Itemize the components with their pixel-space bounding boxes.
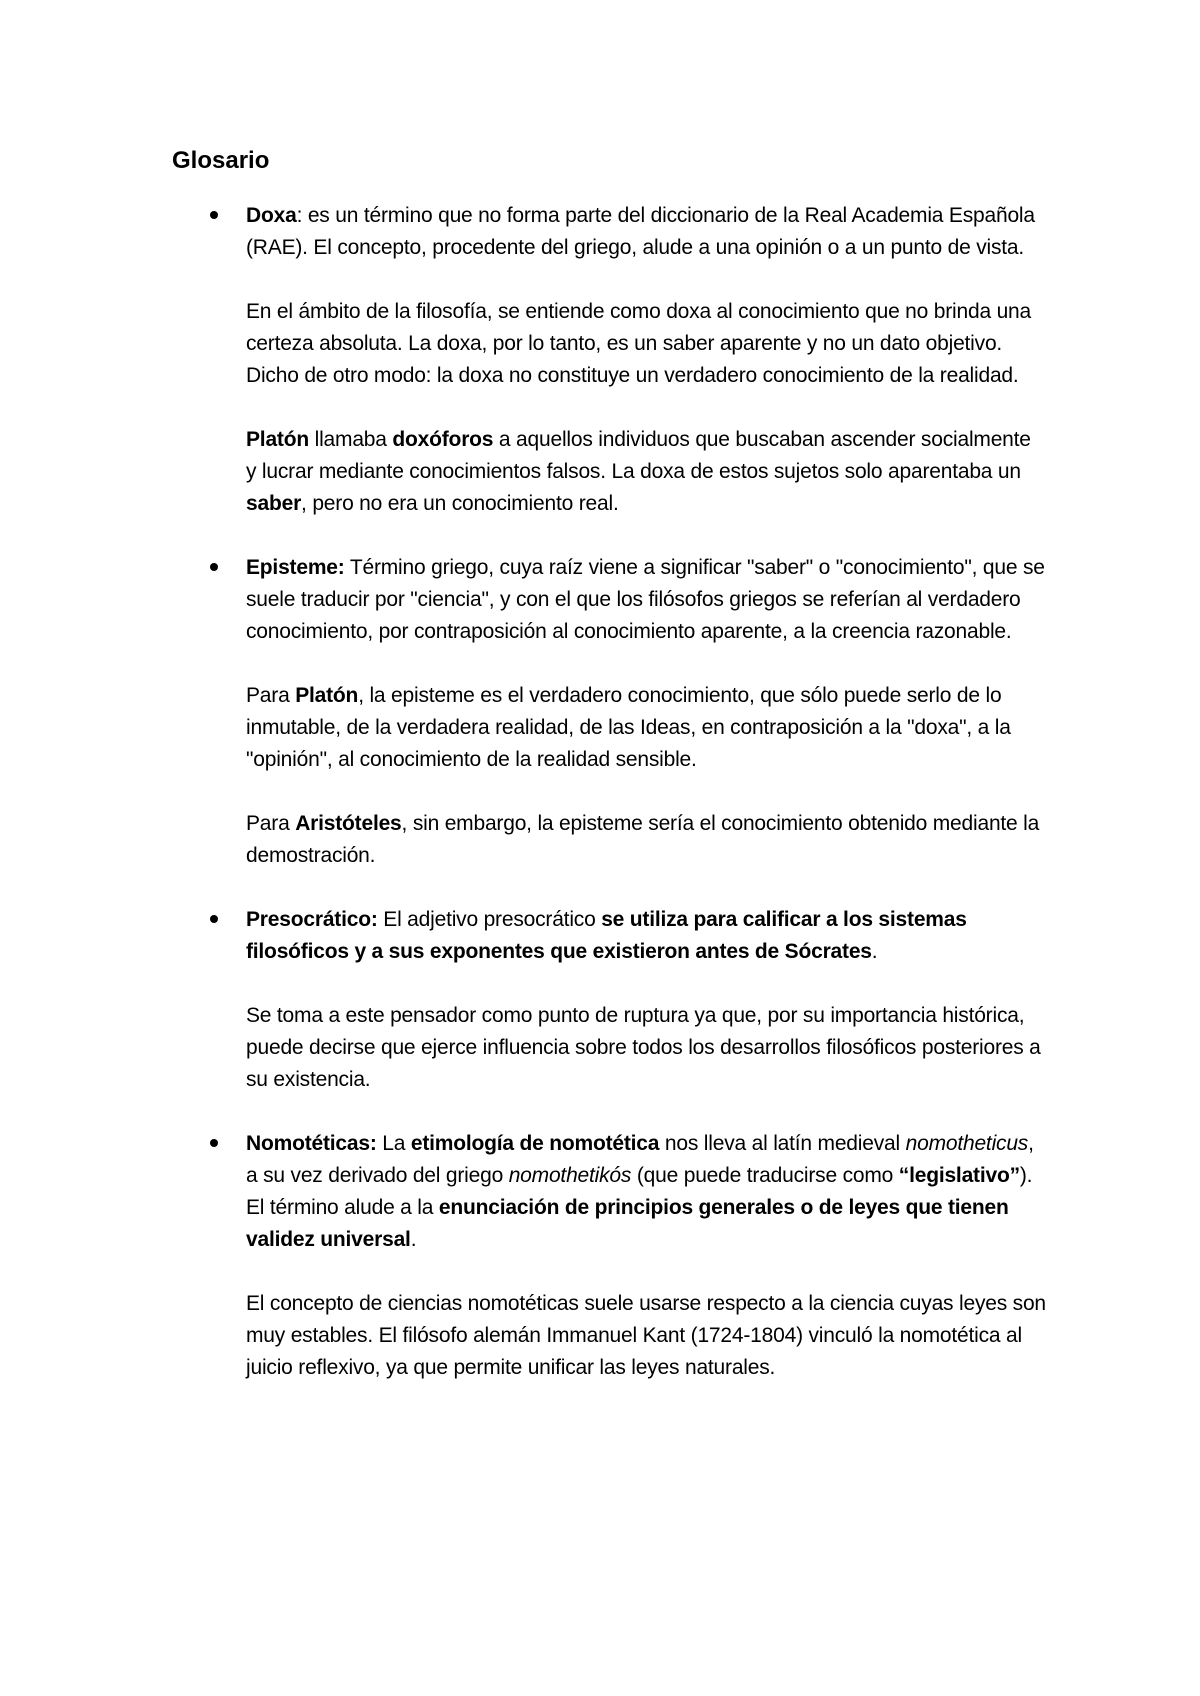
episteme-paragraph-2: Para Platón, la episteme es el verdadero conocimiento, que sólo puede serlo de lo inmutable, de la verdadera realidad, de las Ideas, en contraposición a la "doxa", a la "opinión", al conocimiento de la realidad sensible. bbox=[246, 684, 1011, 771]
nomoteticas-paragraph-2: El concepto de ciencias nomotéticas suele usarse respecto a la ciencia cuyas leyes son muy estables. El filósofo alemán Immanuel Kant (1724-1804) vinculó la nomotética al juicio reflexivo, ya que permite unificar las leyes naturales. bbox=[246, 1292, 1046, 1379]
bullet-icon bbox=[210, 1139, 218, 1147]
term-doxa: Doxa bbox=[246, 204, 297, 227]
bullet-icon bbox=[210, 563, 218, 571]
doxa-paragraph-3: Platón llamaba doxóforos a aquellos individuos que buscaban ascender socialmente y lucrar mediante conocimientos falsos. La doxa de estos sujetos solo aparentaba un saber, pero no era un conocimiento real. bbox=[246, 428, 1031, 515]
glossary-entry-nomoteticas bbox=[0, 1128, 1046, 1384]
doxa-paragraph-2: En el ámbito de la filosofía, se entiende como doxa al conocimiento que no brinda una certeza absoluta. La doxa, por lo tanto, es un saber aparente y no un dato objetivo. Dicho de otro modo: la doxa no constituye un verdadero conocimiento de la realidad. bbox=[246, 300, 1032, 387]
nomoteticas-definition: Nomotéticas: La etimología de nomotética nos lleva al latín medieval nomotheticus, a su vez derivado del griego nomothetikós (que puede traducirse como “legislativo”). El término alude a la enunciación de principios generales o de leyes que tienen validez universal. bbox=[246, 1132, 1034, 1251]
glossary-list bbox=[0, 200, 1200, 1416]
page-title: Glosario bbox=[172, 147, 270, 174]
glossary-entry-presocratico bbox=[0, 904, 1046, 1096]
glossary-entry-doxa bbox=[0, 200, 1046, 520]
bullet-icon bbox=[210, 915, 218, 923]
glossary-entry-episteme bbox=[0, 552, 1046, 872]
presocratico-definition: Presocrático: El adjetivo presocrático se utiliza para calificar a los sistemas filosóficos y a sus exponentes que existieron antes de Sócrates. bbox=[246, 908, 967, 963]
term-presocratico: Presocrático: bbox=[246, 908, 378, 931]
presocratico-paragraph-2: Se toma a este pensador como punto de ruptura ya que, por su importancia histórica, puede decirse que ejerce influencia sobre todos los desarrollos filosóficos posteriores a su existencia. bbox=[246, 1004, 1041, 1091]
episteme-paragraph-3: Para Aristóteles, sin embargo, la episteme sería el conocimiento obtenido mediante la demostración. bbox=[246, 812, 1040, 867]
term-nomoteticas: Nomotéticas: bbox=[246, 1132, 377, 1155]
bullet-icon bbox=[210, 211, 218, 219]
term-episteme: Episteme: bbox=[246, 556, 345, 579]
episteme-definition: Episteme: Término griego, cuya raíz viene a significar "saber" o "conocimiento", que se suele traducir por "ciencia", y con el que los filósofos griegos se referían al verdadero conocimiento, por contraposición al conocimiento aparente, a la creencia razonable. bbox=[246, 556, 1045, 643]
doxa-definition: Doxa: es un término que no forma parte del diccionario de la Real Academia Española (RAE). El concepto, procedente del griego, alude a una opinión o a un punto de vista. bbox=[246, 204, 1035, 259]
